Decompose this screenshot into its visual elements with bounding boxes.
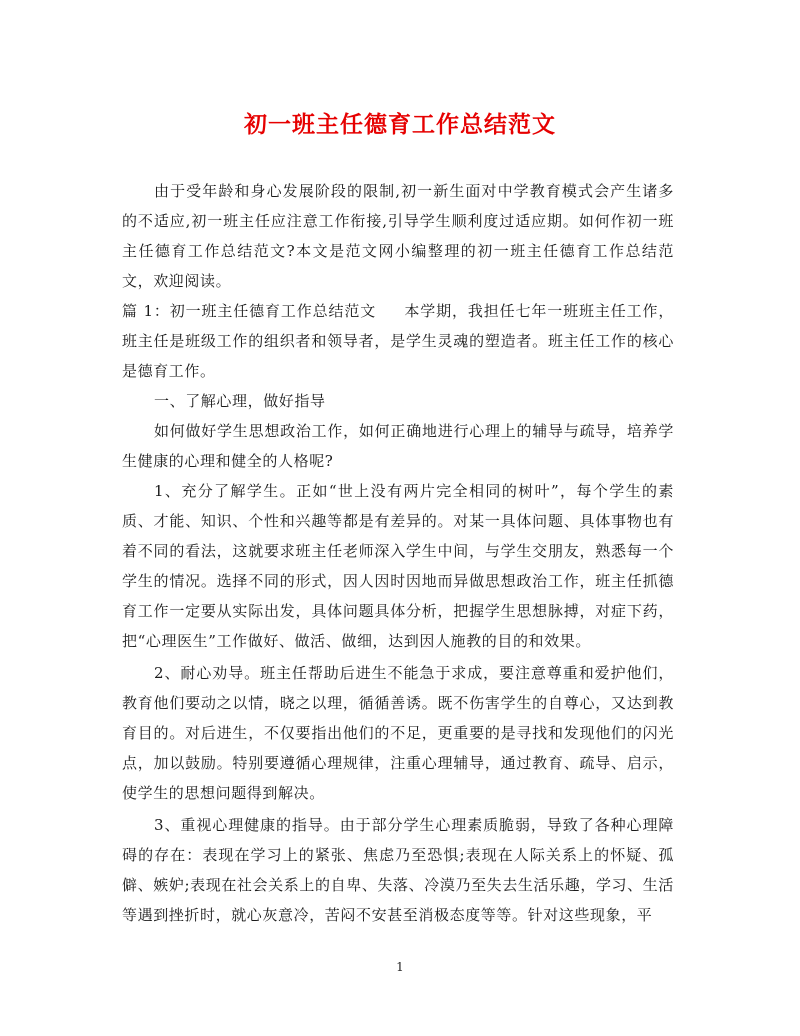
chapter-paragraph — [122, 296, 674, 386]
intro-paragraph: 由于受年龄和身心发展阶段的限制,初一新生面对中学教育模式会产生诸多的不适应,初一班主任应注意工作衔接,引导学生顺利度过适应期。如何作初一班主任德育工作总结范文?本文是范文网小编整理的初一班主任德育工作总结范文，欢迎阅读。 — [122, 182, 674, 290]
page-number: 1 — [396, 960, 404, 974]
document-body — [122, 176, 674, 930]
document-title: 初一班主任德育工作总结范文 — [244, 112, 556, 138]
chapter-text: 本学期，我担任七年一班班主任工作，班主任是班级工作的组织者和领导者，是学生灵魂的塑造者。班主任工作的核心是德育工作。 — [122, 302, 674, 380]
question-paragraph: 如何做好学生思想政治工作，如何正确地进行心理上的辅导与疏导，培养学生健康的心理和健全的人格呢? — [122, 422, 674, 470]
point-3-paragraph: 3、重视心理健康的指导。由于部分学生心理素质脆弱，导致了各种心理障碍的存在：表现在学习上的紧张、焦虑乃至恐惧;表现在人际关系上的怀疑、孤僻、嫉妒;表现在社会关系上的自卑、失落、冷漠乃至失去生活乐趣，学习、生活等遇到挫折时，就心灰意冷，苦闷不安甚至消极态度等等。针对这些现象，平 — [122, 816, 674, 924]
section-heading: 一、了解心理，做好指导 — [154, 392, 326, 410]
chapter-label: 篇 1：初一班主任德育工作总结范文 — [122, 302, 377, 320]
point-2-paragraph: 2、耐心劝导。班主任帮助后进生不能急于求成，要注意尊重和爱护他们，教育他们要动之以情，晓之以理，循循善诱。既不伤害学生的自尊心，又达到教育目的。对后进生，不仅要指出他们的不足，更重要的是寻找和发现他们的闪光点，加以鼓励。特别要遵循心理规律，注重心理辅导，通过教育、疏导、启示，使学生的思想问题得到解决。 — [122, 664, 674, 802]
point-1-paragraph: 1、充分了解学生。正如“世上没有两片完全相同的树叶”，每个学生的素质、才能、知识、个性和兴趣等都是有差异的。对某一具体问题、具体事物也有着不同的看法，这就要求班主任老师深入学生中间，与学生交朋友，熟悉每一个学生的情况。选择不同的形式，因人因时因地而异做思想政治工作，班主任抓德育工作一定要从实际出发，具体问题具体分析，把握学生思想脉搏，对症下药，把“心理医生”工作做好、做活、做细，达到因人施教的目的和效果。 — [122, 482, 674, 650]
